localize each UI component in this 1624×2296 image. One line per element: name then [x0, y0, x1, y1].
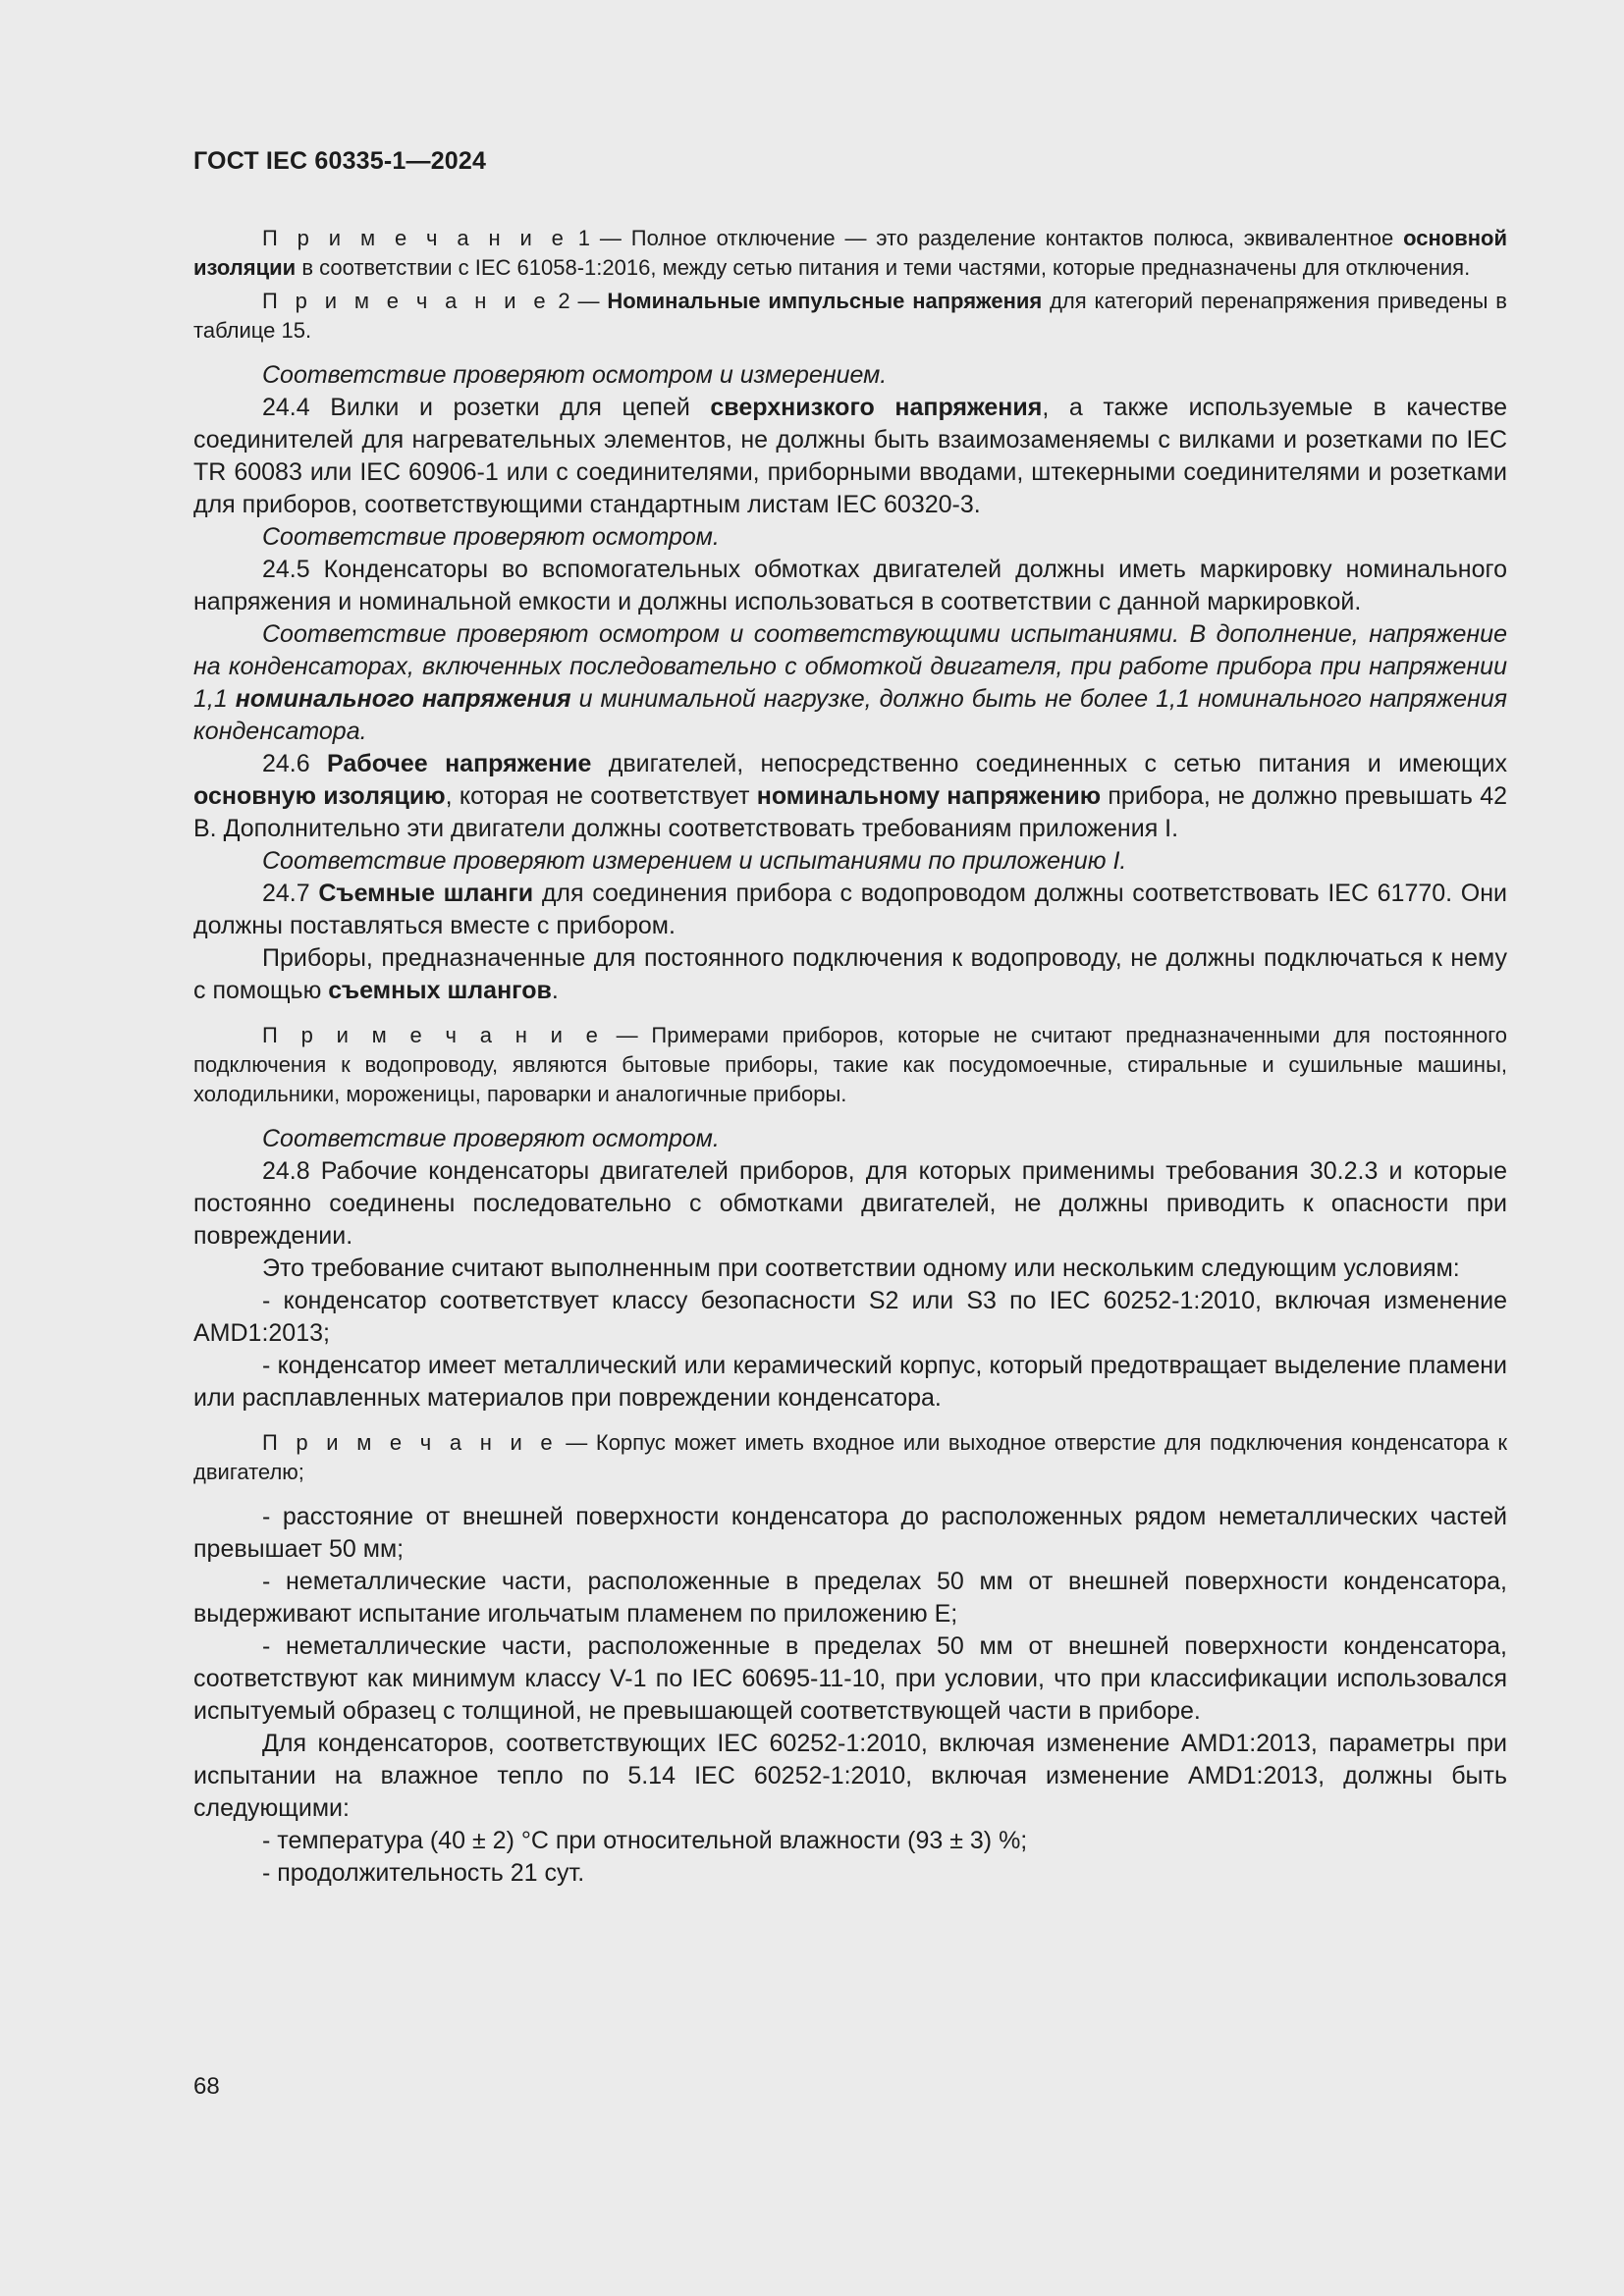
text-paragraph	[193, 748, 1507, 845]
text-run: и минимальной нагрузке, должно быть не более 1,1 номинального напряжения конденсатора.	[193, 685, 1507, 745]
text-run: Это требование считают выполненным при соответствии одному или нескольким следующим условиям:	[262, 1255, 1460, 1282]
text-paragraph	[193, 1285, 1507, 1350]
note-paragraph	[193, 1428, 1507, 1487]
text-run: Соответствие проверяют осмотром.	[262, 1125, 720, 1152]
text-run: для соединения прибора с водопроводом должны соответствовать IEC 61770. Они должны поставляться вместе с прибором.	[193, 880, 1507, 939]
text-paragraph	[193, 1350, 1507, 1415]
text-run: 1 — Полное отключение — это разделение контактов полюса, эквивалентное	[568, 226, 1404, 250]
note-label: П р и м е ч а н и е	[262, 226, 568, 250]
text-paragraph	[193, 1630, 1507, 1728]
text-run: - продолжительность 21 сут.	[262, 1859, 585, 1887]
compliance-paragraph	[193, 521, 1507, 554]
note-paragraph	[193, 1021, 1507, 1109]
defined-term: номинальному напряжению	[756, 782, 1102, 810]
compliance-paragraph	[193, 1123, 1507, 1155]
defined-term: Номинальные импульсные напряжения	[607, 289, 1043, 313]
compliance-paragraph	[193, 359, 1507, 392]
text-paragraph	[193, 1253, 1507, 1285]
text-run: — Примерами приборов, которые не считают предназначенными для постоянного подключения к водопроводу, являются бытовые приборы, такие как посудомоечные, стиральные и сушильные машины, холодильники, мороженицы, пароварки и аналогичные приборы.	[193, 1023, 1507, 1106]
page-number: 68	[193, 2073, 220, 2100]
document-header: ГОСТ IEC 60335-1—2024	[193, 147, 487, 175]
text-run: 24.8 Рабочие конденсаторы двигателей приборов, для которых применимы требования 30.2.3 и которые постоянно соединены последовательно с обмотками двигателей, не должны приводить к опасности при повреждении.	[193, 1157, 1507, 1250]
text-run: , которая не соответствует	[445, 782, 757, 810]
text-run: для категорий перенапряжения приведены в таблице 15.	[193, 289, 1507, 343]
compliance-paragraph	[193, 618, 1507, 748]
defined-term: Рабочее напряжение	[327, 750, 592, 777]
defined-term: основную изоляцию	[193, 782, 446, 810]
text-run: 24.4 Вилки и розетки для цепей	[262, 394, 711, 421]
defined-term: основной изоляции	[193, 226, 1507, 280]
text-run: , а также используемые в качестве соединителей для нагревательных элементов, не должны быть взаимозаменяемы с вилками и розетками по IEC TR 60083 или IEC 60906-1 или с соединителями, приборными вводами, штекерными соединителями и розетками для приборов, соответствующими стандартным листам IEC 60320-3.	[193, 394, 1507, 518]
document-body	[193, 224, 1507, 1890]
text-paragraph	[193, 878, 1507, 942]
text-paragraph	[193, 554, 1507, 618]
note-label: П р и м е ч а н и е	[262, 289, 551, 313]
text-paragraph	[193, 1155, 1507, 1253]
text-run: — Корпус может иметь входное или выходное отверстие для подключения конденсатора к двигателю;	[193, 1430, 1507, 1484]
text-paragraph	[193, 1566, 1507, 1630]
text-run: .	[551, 977, 559, 1004]
text-run: - неметаллические части, расположенные в пределах 50 мм от внешней поверхности конденсатора, соответствуют как минимум классу V-1 по IEC 60695-11-10, при условии, что при классификации использовался испытуемый образец с толщиной, не превышающей соответствующей части в приборе.	[193, 1632, 1507, 1725]
text-run: 24.7	[262, 880, 319, 907]
defined-term: съемных шлангов	[328, 977, 552, 1004]
text-paragraph	[193, 1825, 1507, 1857]
text-run: 24.6	[262, 750, 328, 777]
text-paragraph	[193, 1857, 1507, 1890]
text-run: Соответствие проверяют осмотром и измерением.	[262, 361, 888, 389]
text-run: - конденсатор соответствует классу безопасности S2 или S3 по IEC 60252-1:2010, включая изменение AMD1:2013;	[193, 1287, 1507, 1347]
note-label: П р и м е ч а н и е	[262, 1430, 558, 1455]
text-run: 2 —	[550, 289, 608, 313]
text-run: прибора, не должно превышать 42 В. Дополнительно эти двигатели должны соответствовать требованиям приложения I.	[193, 782, 1507, 842]
text-run: Для конденсаторов, соответствующих IEC 60252-1:2010, включая изменение AMD1:2013, параметры при испытании на влажное тепло по 5.14 IEC 60252-1:2010, включая изменение AMD1:2013, должны быть следующими:	[193, 1730, 1507, 1822]
text-run: - неметаллические части, расположенные в пределах 50 мм от внешней поверхности конденсатора, выдерживают испытание игольчатым пламенем по приложению Е;	[193, 1568, 1507, 1628]
text-run: Приборы, предназначенные для постоянного подключения к водопроводу, не должны подключаться к нему с помощью	[193, 944, 1507, 1004]
note-label: П р и м е ч а н и е	[262, 1023, 603, 1047]
text-paragraph	[193, 942, 1507, 1007]
text-paragraph	[193, 392, 1507, 521]
defined-term: сверхнизкого напряжения	[710, 394, 1043, 421]
compliance-paragraph	[193, 845, 1507, 878]
note-paragraph	[193, 287, 1507, 346]
text-run: - расстояние от внешней поверхности конденсатора до расположенных рядом неметаллических частей превышает 50 мм;	[193, 1503, 1507, 1563]
text-run: в соответствии с IEC 61058-1:2016, между сетью питания и теми частями, которые предназначены для отключения.	[296, 255, 1471, 280]
text-run: - температура (40 ± 2) °С при относительной влажности (93 ± 3) %;	[262, 1827, 1028, 1854]
text-run: Соответствие проверяют осмотром и соответствующими испытаниями. В дополнение, напряжение на конденсаторах, включенных последовательно с обмоткой двигателя, при работе прибора при напряжении 1,1	[193, 620, 1507, 713]
text-paragraph	[193, 1501, 1507, 1566]
text-run: Соответствие проверяют измерением и испытаниями по приложению I.	[262, 847, 1127, 875]
defined-term: номинального напряжения	[235, 685, 571, 713]
note-paragraph	[193, 224, 1507, 283]
text-run: Соответствие проверяют осмотром.	[262, 523, 720, 551]
text-paragraph	[193, 1728, 1507, 1825]
text-run: 24.5 Конденсаторы во вспомогательных обмотках двигателей должны иметь маркировку номинального напряжения и номинальной емкости и должны использоваться в соответствии с данной маркировкой.	[193, 556, 1507, 615]
text-run: двигателей, непосредственно соединенных с сетью питания и имеющих	[591, 750, 1507, 777]
text-run: - конденсатор имеет металлический или керамический корпус, который предотвращает выделение пламени или расплавленных материалов при повреждении конденсатора.	[193, 1352, 1507, 1412]
defined-term: Съемные шланги	[318, 880, 534, 907]
